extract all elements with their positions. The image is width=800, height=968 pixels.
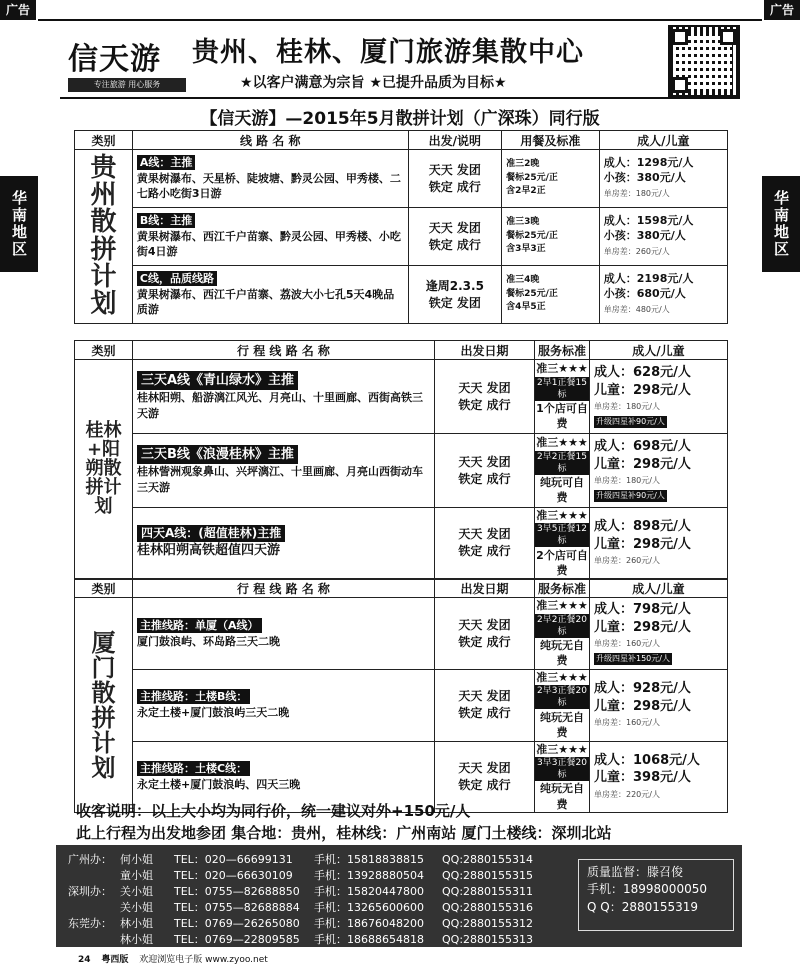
- price-cell: [599, 266, 727, 324]
- adult-price: 成人：2198元/人: [603, 272, 694, 286]
- child-price: 小孩：380元/人: [603, 171, 686, 185]
- footer: [78, 952, 268, 965]
- single-room: 单房差：160元/人: [594, 718, 660, 728]
- table-header: 成人/儿童: [590, 579, 728, 598]
- hotel-level: 准三★★★: [536, 509, 588, 522]
- shopping-note: 纯玩无自费: [540, 710, 584, 740]
- route-desc: 厦门鼓浪屿、环岛路三天二晚: [137, 634, 280, 648]
- booking-note: 收客说明：以上大小均为同行价，统一建议对外+150元/人: [76, 802, 471, 820]
- divider: [60, 97, 740, 99]
- ad-label-left: 广告: [0, 0, 36, 20]
- route-desc: 黄果树瀑布、天星桥、陡坡塘、黔灵公园、甲秀楼、二七路小吃街3日游: [136, 171, 401, 201]
- table-header: 类别: [75, 131, 133, 150]
- single-room: 单房差：180元/人: [594, 402, 660, 412]
- contact-row: 关小姐 TEL：0755—82688884 手机：13265600600 QQ:2880155316: [120, 901, 534, 914]
- supervisor-qq: Q Q：2880155319: [587, 899, 699, 914]
- child-price: 儿童：298元/人: [594, 698, 691, 714]
- category-label: 桂林+阳朔散拼计划: [75, 360, 133, 580]
- table-header: 类别: [75, 579, 133, 598]
- page-number: 24: [78, 955, 91, 965]
- table-header: 成人/儿童: [590, 341, 728, 360]
- hotel-level: 准三★★★: [536, 671, 588, 684]
- category-label: 贵州散拼计划: [75, 150, 133, 324]
- route-cell: [133, 670, 435, 742]
- meal-standard: 2早1正餐15标: [535, 377, 589, 401]
- departure: 天天 发团 铁定 成行: [435, 508, 535, 580]
- departure: 逢周2.3.5 铁定 发团: [408, 266, 502, 324]
- xiamen-table: [74, 578, 728, 813]
- meal-standard: 2早2正餐20标: [535, 614, 589, 638]
- child-price: 小孩：380元/人: [603, 229, 686, 243]
- table-header: 出发/说明: [408, 131, 502, 150]
- route-tag: B线：主推: [137, 213, 195, 228]
- meal-standard: 准三3晚 餐标25元/正 含3早3正: [502, 208, 600, 266]
- table-header: 线 路 名 称: [132, 131, 408, 150]
- category-label: 厦门散拼计划: [75, 598, 133, 813]
- upgrade-note: 升级四星补90元/人: [596, 491, 665, 501]
- route-cell: [132, 150, 408, 208]
- route-tag: 主推线路：单厦（A线）: [137, 618, 262, 633]
- logo: 信天游: [68, 42, 161, 77]
- route-desc: 黄果树瀑布、西江千户苗寨、荔波大小七孔5天4晚品质游: [136, 287, 395, 317]
- price-cell: [599, 150, 727, 208]
- plan-subtitle: 【信天游】—2015年5月散拼计划（广深珠）同行版: [200, 109, 600, 129]
- supervisor-mobile: 手机：18998000050: [587, 882, 707, 897]
- route-tag: C线，品质线路: [137, 271, 217, 286]
- contact-row: 童小姐 TEL：020—66630109 手机：13928880504 QQ:2880155315: [120, 869, 534, 882]
- route-cell: [133, 360, 435, 434]
- child-price: 儿童：298元/人: [594, 536, 691, 552]
- service-cell: [535, 508, 590, 580]
- departure: 天天 发团 铁定 成行: [435, 360, 535, 434]
- child-price: 儿童：298元/人: [594, 456, 691, 472]
- price-cell: [590, 360, 728, 434]
- route-cell: [133, 508, 435, 580]
- hotel-level: 准三★★★: [536, 742, 588, 756]
- adult-price: 成人：628元/人: [594, 365, 691, 381]
- route-tag: 三天B线《浪漫桂林》主推: [137, 445, 298, 464]
- single-room: 单房差：260元/人: [603, 246, 670, 256]
- route-cell: [133, 598, 435, 670]
- single-room: 单房差：160元/人: [594, 639, 660, 649]
- adult-price: 成人：698元/人: [594, 439, 691, 455]
- guizhou-table: [74, 130, 728, 324]
- price-cell: [590, 670, 728, 742]
- edition: 粤西版: [101, 955, 129, 965]
- table-header: 服务标准: [535, 579, 590, 598]
- shopping-note: 纯玩无自费: [540, 782, 584, 811]
- meal-standard: 2早3正餐20标: [535, 685, 589, 709]
- route-desc: 桂林阳朔高铁超值四天游: [137, 543, 281, 559]
- departure: 天天 发团 铁定 成行: [435, 598, 535, 670]
- service-cell: [535, 670, 590, 742]
- table-header: 出发日期: [435, 579, 535, 598]
- hotel-level: 准三★★★: [536, 436, 588, 450]
- price-cell: [590, 598, 728, 670]
- supervisor-name: 质量监督：滕召俊: [587, 865, 684, 879]
- service-cell: [535, 741, 590, 813]
- service-cell: [535, 434, 590, 508]
- single-room: 单房差：180元/人: [594, 476, 660, 486]
- route-cell: [133, 434, 435, 508]
- guilin-table: [74, 340, 728, 580]
- route-desc: 桂林訾洲观象鼻山、兴坪漓江、十里画廊、月亮山西街动车三天游: [137, 465, 423, 494]
- ad-label-right: 广告: [764, 0, 800, 20]
- hotel-level: 准三★★★: [536, 362, 588, 376]
- departure: 天天 发团 铁定 成行: [408, 208, 502, 266]
- table-header: 类别: [75, 341, 133, 360]
- table-header: 用餐及标准: [502, 131, 600, 150]
- contact-row: 广州办： 何小姐 TEL：020—66699131 手机：15818838815 QQ:2880155314: [68, 853, 534, 866]
- route-desc: 永定土楼+厦门鼓浪屿三天二晚: [137, 706, 290, 720]
- child-price: 小孩：680元/人: [603, 287, 686, 301]
- table-header: 行 程 线 路 名 称: [133, 341, 435, 360]
- departure: 天天 发团 铁定 成行: [435, 741, 535, 813]
- departure: 天天 发团 铁定 成行: [408, 150, 502, 208]
- price-cell: [590, 508, 728, 580]
- contact-row: 林小姐 TEL：0769—22809585 手机：18688654818 QQ:2880155313: [120, 933, 534, 946]
- side-tab-right: 华南地区: [762, 176, 800, 272]
- logo-tagline: 专注旅游 用心服务: [68, 78, 186, 92]
- single-room: 单房差：220元/人: [594, 789, 660, 799]
- contact-row: 深圳办： 关小姐 TEL：0755—82688850 手机：15820447800 QQ:2880155311: [68, 885, 534, 898]
- upgrade-note: 升级四星补150元/人: [596, 654, 670, 664]
- price-cell: [590, 741, 728, 813]
- table-header: 行 程 线 路 名 称: [133, 579, 435, 598]
- service-cell: [535, 360, 590, 434]
- adult-price: 成人：1298元/人: [603, 156, 694, 170]
- price-cell: [590, 434, 728, 508]
- service-cell: [535, 598, 590, 670]
- contact-panel: [56, 845, 742, 947]
- single-room: 单房差：480元/人: [603, 304, 670, 314]
- route-tag: A线：主推: [137, 155, 196, 170]
- table-header: 出发日期: [435, 341, 535, 360]
- single-room: 单房差：260元/人: [594, 556, 660, 566]
- quality-supervisor-box: [578, 859, 734, 931]
- qr-code-icon: [668, 25, 740, 97]
- adult-price: 成人：928元/人: [594, 681, 691, 697]
- route-desc: 桂林阳朔、船游漓江风光、月亮山、十里画廊、西街高铁三天游: [137, 391, 423, 420]
- meeting-point-note: 此上行程为出发地参团 集合地：贵州，桂林线：广州南站 厦门土楼线：深圳北站: [76, 824, 612, 842]
- header-rule: [38, 19, 762, 21]
- meal-standard: 准三4晚 餐标25元/正 含4早5正: [502, 266, 600, 324]
- shopping-note: 2个店可自费: [536, 548, 588, 578]
- route-tag: 主推线路：土楼C线：: [137, 761, 250, 776]
- route-cell: [132, 266, 408, 324]
- shopping-note: 纯玩无自费: [540, 639, 584, 668]
- slogan: ★以客户满意为宗旨 ★已提升品质为目标★: [240, 75, 507, 91]
- contact-row: 东莞办： 林小姐 TEL：0769—26265080 手机：18676048200 QQ:2880155312: [68, 917, 534, 930]
- table-header: 服务标准: [535, 341, 590, 360]
- child-price: 儿童：298元/人: [594, 619, 691, 635]
- price-cell: [599, 208, 727, 266]
- route-desc: 永定土楼+厦门鼓浪屿、四天三晚: [137, 777, 301, 791]
- website-link[interactable]: 欢迎浏览电子版 www.zyoo.net: [139, 955, 268, 965]
- side-tab-left: 华南地区: [0, 176, 38, 272]
- route-tag: 主推线路：土楼B线：: [137, 689, 250, 704]
- table-header: 成人/儿童: [599, 131, 727, 150]
- child-price: 儿童：298元/人: [594, 382, 691, 398]
- route-tag: 三天A线《青山绿水》主推: [137, 371, 298, 390]
- single-room: 单房差：180元/人: [603, 188, 670, 198]
- upgrade-note: 升级四星补90元/人: [596, 417, 665, 427]
- meal-standard: 准三2晚 餐标25元/正 含2早2正: [502, 150, 600, 208]
- meal-standard: 3早3正餐20标: [535, 757, 589, 781]
- departure: 天天 发团 铁定 成行: [435, 434, 535, 508]
- route-desc: 黄果树瀑布、西江千户苗寨、黔灵公园、甲秀楼、小吃街4日游: [136, 229, 401, 259]
- adult-price: 成人：1068元/人: [594, 752, 700, 768]
- page-title: 贵州、桂林、厦门旅游集散中心: [192, 37, 584, 68]
- route-cell: [132, 208, 408, 266]
- meal-standard: 3早5正餐12标: [535, 523, 589, 547]
- route-tag: 四天A线：(超值桂林)主推: [137, 525, 285, 542]
- departure: 天天 发团 铁定 成行: [435, 670, 535, 742]
- adult-price: 成人：898元/人: [594, 519, 691, 535]
- child-price: 儿童：398元/人: [594, 770, 691, 786]
- meal-standard: 2早2正餐15标: [535, 451, 589, 475]
- adult-price: 成人：1598元/人: [603, 214, 694, 228]
- shopping-note: 纯玩可自费: [540, 476, 584, 505]
- hotel-level: 准三★★★: [536, 599, 588, 613]
- shopping-note: 1个店可自费: [536, 402, 588, 431]
- adult-price: 成人：798元/人: [594, 602, 691, 618]
